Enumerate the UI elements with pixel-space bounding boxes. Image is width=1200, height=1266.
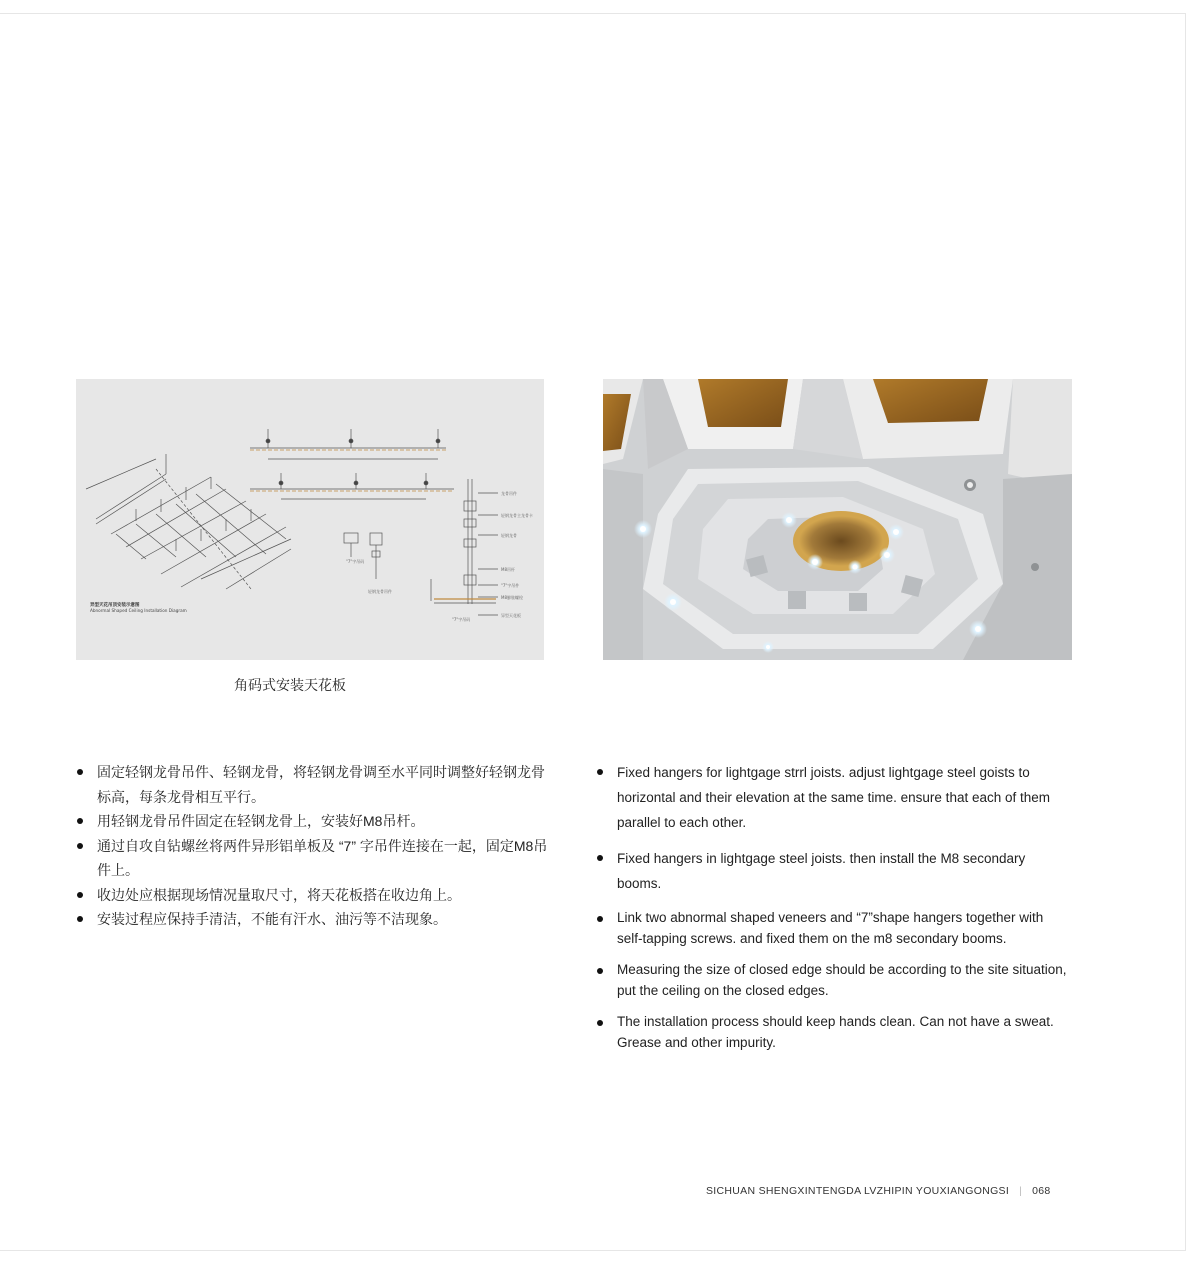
diagram-title-en: Abnormal Shaped Ceiling Installation Diagram [90,608,187,613]
english-instructions-list [596,760,1072,1063]
figure-caption: 角码式安装天花板 [234,677,346,693]
chinese-instructions-list [76,760,556,932]
svg-text:M8吊杆: M8吊杆 [501,567,515,572]
list-item: 通过自攻自钻螺丝将两件异形铝单板及 “7” 字吊件连接在一起，固定M8吊件上。 [76,834,556,883]
list-item: 用轻钢龙骨吊件固定在轻钢龙骨上，安装好M8吊杆。 [76,809,556,834]
svg-text:"7"字吊码: "7"字吊码 [346,559,365,564]
svg-text:龙骨吊件: 龙骨吊件 [501,491,517,496]
svg-text:"7"字吊件: "7"字吊件 [501,583,520,588]
list-item: Fixed hangers in lightgage steel joists. then install the M8 secondary booms. [596,846,1072,896]
svg-text:异型天花板: 异型天花板 [501,613,521,618]
installation-diagram [76,379,544,660]
list-item: The installation process should keep hands clean. Can not have a sweat. Grease and other impurity. [596,1011,1072,1053]
company-name: SICHUAN SHENGXINTENGDA LVZHIPIN YOUXIANGONGSI [706,1185,1010,1197]
svg-text:轻钢龙骨主龙骨卡: 轻钢龙骨主龙骨卡 [501,513,533,518]
list-item: 收边处应根据现场情况量取尺寸，将天花板搭在收边角上。 [76,883,556,908]
page-number: 068 [1032,1185,1051,1197]
page-frame-top [0,13,1186,14]
diagram-title-cn: 异型天花吊顶安装示意图 [90,603,140,608]
svg-text:"7"字吊码: "7"字吊码 [452,617,471,622]
list-item: 固定轻钢龙骨吊件、轻钢龙骨，将轻钢龙骨调至水平同时调整好轻钢龙骨标高，每条龙骨相互平行。 [76,760,556,809]
list-item: Link two abnormal shaped veneers and “7”shape hangers together with self-tapping screws. and fixed them on the m8 secondary booms. [596,907,1072,949]
svg-text:轻钢龙骨: 轻钢龙骨 [501,533,517,538]
page-frame-bottom [0,1250,1186,1251]
ceiling-photo [603,379,1072,660]
list-item: Fixed hangers for lightgage strrl joists. adjust lightgage steel goists to horizontal and their elevation at the same time. ensure that each of them parallel to each other. [596,760,1072,835]
svg-text:轻钢龙骨吊件: 轻钢龙骨吊件 [368,589,392,594]
page-footer [706,1185,1051,1197]
footer-divider: | [1019,1185,1023,1197]
svg-text:M8膨胀螺栓: M8膨胀螺栓 [501,595,523,600]
list-item: Measuring the size of closed edge should be according to the site situation, put the ceiling on the closed edges. [596,959,1072,1001]
page-frame-right [1185,13,1186,1251]
list-item: 安装过程应保持手清洁，不能有汗水、油污等不洁现象。 [76,907,556,932]
